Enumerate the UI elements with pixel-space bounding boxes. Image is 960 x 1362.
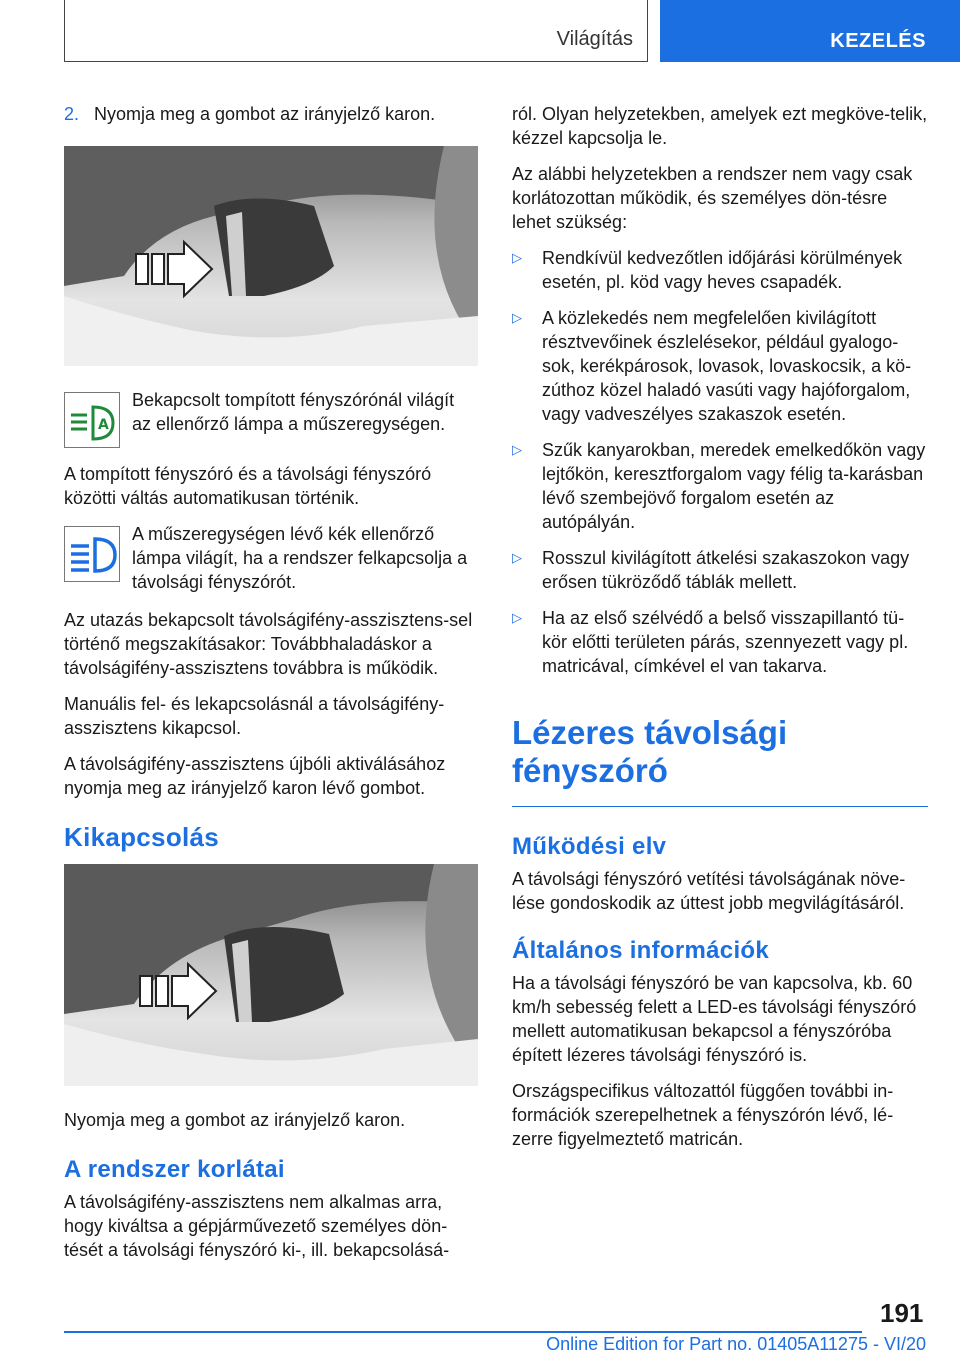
left-paragraph-3: Manuális fel- és lekapcsolásnál a távolságifény-asszisztens kikapcsol. <box>64 694 445 738</box>
left-paragraph-6: A távolságifény-asszisztens nem alkalmas arra, hogy kiváltsa a gépjárművezető személyes dön-tését a távolsági fényszóró ki-, ill. bekapcsolásá- <box>64 1192 450 1260</box>
lever-illustration-2 <box>64 864 478 1086</box>
header-chapter-tab <box>660 0 960 62</box>
lever-illustration-1 <box>64 146 478 366</box>
bullet-triangle-icon: ▷ <box>512 250 522 265</box>
list-item: ▷ Szűk kanyarokban, meredek emelkedőkön vagy lejtőkön, keresztforgalom vagy félig ta-karásban lévő szembejövő forgalom esetén az autópályán. <box>512 440 926 532</box>
right-column <box>512 102 928 1163</box>
indicator-1-text: Bekapcsolt tompított fényszórónál világít az ellenőrző lámpa a műszeregységen. <box>132 390 455 434</box>
bullet-triangle-icon: ▷ <box>512 610 522 625</box>
left-paragraph-5: Nyomja meg a gombot az irányjelző karon. <box>64 1110 406 1130</box>
header-section-box <box>64 0 648 62</box>
blue-high-beam-icon <box>64 526 120 582</box>
svg-text:A: A <box>98 417 109 433</box>
heading-operating-principle: Működési elv <box>512 833 667 860</box>
list-item: ▷ Rosszul kivilágított átkelési szakaszokon vagy erősen tükröződő táblák mellett. <box>512 548 910 592</box>
bullet-triangle-icon: ▷ <box>512 442 522 457</box>
step-text: Nyomja meg a gombot az irányjelző karon. <box>94 104 436 124</box>
right-paragraph-4: Ha a távolsági fényszóró be van kapcsolva, kb. 60 km/h sebesség felett a LED-es távolsági fényszóró mellett automatikusan bekapcsol a fényszóróba épített lézeres távolsági fényszóró is. <box>512 973 917 1065</box>
header-section-title: Világítás <box>556 28 633 50</box>
heading-system-limits: A rendszer korlátai <box>64 1156 285 1183</box>
green-high-beam-assist-icon <box>64 392 120 448</box>
right-paragraph-3: A távolsági fényszóró vetítési távolságának növe-lése gondoskodik az úttest jobb megvilágításáról. <box>512 869 906 913</box>
list-item: ▷ A közlekedés nem megfelelően kivilágított résztvevőinek észlelésekor, például gyalogo-sok, kerékpárosok, lovasok, lovaskocsik, a kö-zúthoz közel haladó vasúti vagy hajóforgalom, vagy vadveszélyes szakaszok esetén. <box>512 308 912 424</box>
page-number: 191 <box>880 1298 924 1328</box>
high-beam-assist-indicator-row <box>64 388 478 448</box>
step-2 <box>64 102 478 126</box>
header-chapter-title: KEZELÉS <box>830 30 926 52</box>
high-beam-indicator-row <box>64 522 478 594</box>
turn-signal-lever-image-2 <box>64 864 478 1086</box>
heading-switch-off: Kikapcsolás <box>64 822 220 852</box>
footer-edition <box>64 1334 926 1355</box>
left-paragraph-4: A távolságifény-asszisztens újbóli aktiválásához nyomja meg az irányjelző karon lévő gombot. <box>64 754 446 798</box>
right-paragraph-2: Az alábbi helyzetekben a rendszer nem vagy csak korlátozottan működik, és személyes dön-tésre lehet szükség: <box>512 164 913 232</box>
indicator-2-text: A műszeregységen lévő kék ellenőrző lámpa világít, ha a rendszer felkapcsolja a távolsági fényszórót. <box>132 524 468 592</box>
heading-laser-high-beam: Lézeres távolsági fényszóró <box>512 714 928 807</box>
left-paragraph-2: Az utazás bekapcsolt távolságifény-asszisztens-sel történő megszakításakor: Továbbhaladáskor a távolságifény-asszisztens továbbra is működik. <box>64 610 473 678</box>
right-paragraph-5: Országspecifikus változattól függően további in-formációk szerepelhetnek a fényszórón lévő, lé-zerre figyelmeztető matricán. <box>512 1081 894 1149</box>
bullet-triangle-icon: ▷ <box>512 310 522 325</box>
footer-edition-text: Online Edition for Part no. 01405A11275 - VI/20 <box>546 1334 926 1354</box>
step-number: 2. <box>64 104 80 124</box>
list-item: ▷ Rendkívül kedvezőtlen időjárási körülmények esetén, pl. köd vagy heves csapadék. <box>512 248 903 292</box>
right-paragraph-1: ról. Olyan helyzetekben, amelyek ezt megköve-telik, kézzel kapcsolja le. <box>512 104 928 148</box>
turn-signal-lever-image-1 <box>64 146 478 366</box>
footer-divider <box>64 1331 862 1333</box>
bullet-triangle-icon: ▷ <box>512 550 522 565</box>
limitations-list <box>512 246 928 678</box>
list-item: ▷ Ha az első szélvédő a belső visszapillantó tü-kör előtti területen párás, szennyezett vagy pl. matricával, címkével el van takarva. <box>512 608 909 676</box>
left-paragraph-1: A tompított fényszóró és a távolsági fényszóró közötti váltás automatikusan történik. <box>64 464 432 508</box>
left-column <box>64 102 478 1274</box>
heading-general-info: Általános információk <box>512 937 770 964</box>
